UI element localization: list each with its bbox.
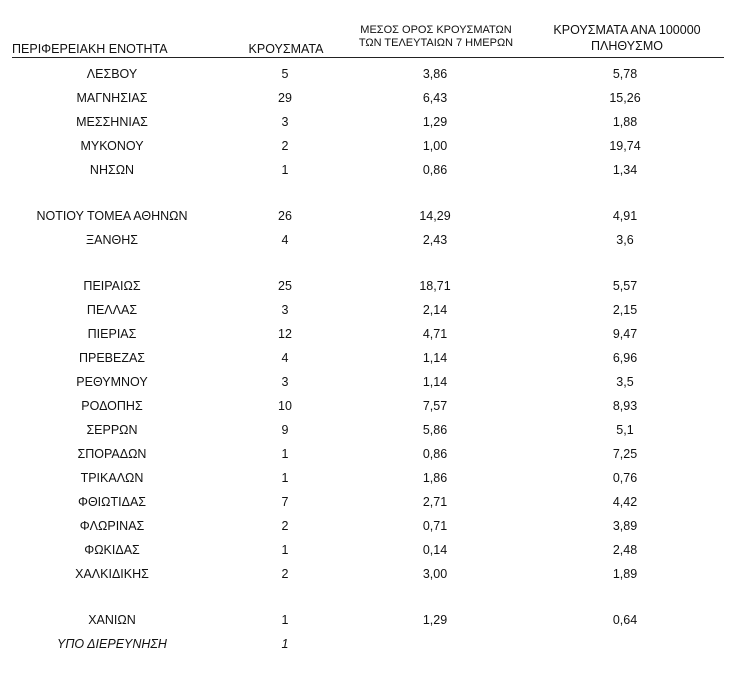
cell-avg-7-days: 18,71 bbox=[419, 279, 451, 293]
cell-avg-7-days: 5,86 bbox=[422, 423, 448, 437]
cell-avg-7-days: 1,14 bbox=[422, 375, 448, 389]
cell-per-100k: 19,74 bbox=[609, 139, 641, 153]
cell-per-100k: 9,47 bbox=[612, 327, 638, 341]
cell-region: ΜΥΚΟΝΟΥ bbox=[80, 139, 144, 153]
cell-region: ΠΡΕΒΕΖΑΣ bbox=[78, 351, 146, 365]
table-row bbox=[0, 420, 734, 440]
cell-region: ΛΕΣΒΟΥ bbox=[86, 67, 138, 81]
header-avg-7-days bbox=[346, 24, 526, 50]
cell-cases: 1 bbox=[281, 613, 289, 627]
table-row bbox=[0, 634, 734, 654]
cell-per-100k: 5,78 bbox=[612, 67, 638, 81]
cell-region: ΝΗΣΩΝ bbox=[89, 163, 135, 177]
table-row bbox=[0, 540, 734, 560]
table-row bbox=[0, 88, 734, 108]
cell-avg-7-days: 6,43 bbox=[422, 91, 448, 105]
header-cases: ΚΡΟΥΣΜΑΤΑ bbox=[248, 42, 324, 56]
cell-per-100k: 2,48 bbox=[612, 543, 638, 557]
table-row bbox=[0, 300, 734, 320]
cell-region: ΡΕΘΥΜΝΟΥ bbox=[76, 375, 148, 389]
cell-per-100k: 4,91 bbox=[612, 209, 638, 223]
cell-cases: 5 bbox=[281, 67, 289, 81]
cell-region: ΥΠΟ ΔΙΕΡΕΥΝΗΣΗ bbox=[57, 637, 167, 651]
cell-region: ΦΩΚΙΔΑΣ bbox=[84, 543, 140, 557]
cell-per-100k: 7,25 bbox=[612, 447, 638, 461]
cell-cases: 7 bbox=[281, 495, 289, 509]
cell-cases: 26 bbox=[278, 209, 292, 223]
header-avg-line1: ΜΕΣΟΣ ΟΡΟΣ ΚΡΟΥΣΜΑΤΩΝ bbox=[360, 24, 512, 36]
cell-per-100k: 3,89 bbox=[612, 519, 638, 533]
cell-per-100k: 1,88 bbox=[612, 115, 638, 129]
cell-avg-7-days: 7,57 bbox=[422, 399, 448, 413]
cell-avg-7-days: 1,29 bbox=[422, 115, 448, 129]
cell-cases: 1 bbox=[281, 471, 289, 485]
table-row bbox=[0, 372, 734, 392]
cell-region: ΤΡΙΚΑΛΩΝ bbox=[80, 471, 144, 485]
table-row bbox=[0, 348, 734, 368]
cell-avg-7-days: 2,14 bbox=[422, 303, 448, 317]
cell-cases: 1 bbox=[281, 543, 289, 557]
table-row bbox=[0, 396, 734, 416]
cell-region: ΠΙΕΡΙΑΣ bbox=[87, 327, 137, 341]
cell-avg-7-days: 1,29 bbox=[422, 613, 448, 627]
cell-avg-7-days: 0,86 bbox=[422, 163, 448, 177]
table-row bbox=[0, 564, 734, 584]
cell-cases: 12 bbox=[278, 327, 292, 341]
cell-per-100k: 5,1 bbox=[616, 423, 634, 437]
cell-avg-7-days: 4,71 bbox=[422, 327, 448, 341]
table-row bbox=[0, 324, 734, 344]
cell-cases: 1 bbox=[281, 447, 289, 461]
cell-cases: 3 bbox=[281, 375, 289, 389]
cell-avg-7-days: 14,29 bbox=[419, 209, 451, 223]
table-row bbox=[0, 136, 734, 156]
cell-region: ΜΑΓΝΗΣΙΑΣ bbox=[76, 91, 148, 105]
cell-cases: 3 bbox=[281, 115, 289, 129]
cell-avg-7-days: 3,86 bbox=[422, 67, 448, 81]
table-row bbox=[0, 468, 734, 488]
cell-per-100k: 5,57 bbox=[612, 279, 638, 293]
table-row bbox=[0, 492, 734, 512]
cell-region: ΣΠΟΡΑΔΩΝ bbox=[77, 447, 147, 461]
cell-region: ΝΟΤΙΟΥ ΤΟΜΕΑ ΑΘΗΝΩΝ bbox=[36, 209, 188, 223]
cell-region: ΧΑΛΚΙΔΙΚΗΣ bbox=[75, 567, 149, 581]
cell-avg-7-days: 2,71 bbox=[422, 495, 448, 509]
table-row bbox=[0, 64, 734, 84]
header-per-line1: ΚΡΟΥΣΜΑΤΑ ΑΝΑ 100000 bbox=[553, 23, 701, 37]
cell-cases: 2 bbox=[281, 139, 289, 153]
cell-per-100k: 0,64 bbox=[612, 613, 638, 627]
cell-per-100k: 4,42 bbox=[612, 495, 638, 509]
table-row bbox=[0, 516, 734, 536]
table-row bbox=[0, 610, 734, 630]
cell-per-100k: 0,76 bbox=[612, 471, 638, 485]
table-row bbox=[0, 160, 734, 180]
header-underline bbox=[12, 57, 724, 58]
table-row bbox=[0, 444, 734, 464]
cell-per-100k: 8,93 bbox=[612, 399, 638, 413]
cell-cases: 1 bbox=[281, 163, 289, 177]
cell-cases: 2 bbox=[281, 519, 289, 533]
cell-per-100k: 15,26 bbox=[609, 91, 641, 105]
cell-per-100k: 6,96 bbox=[612, 351, 638, 365]
cell-avg-7-days: 0,86 bbox=[422, 447, 448, 461]
cell-avg-7-days: 1,00 bbox=[422, 139, 448, 153]
table-row bbox=[0, 276, 734, 296]
cell-avg-7-days: 1,14 bbox=[422, 351, 448, 365]
table-row bbox=[0, 206, 734, 226]
cell-region: ΧΑΝΙΩΝ bbox=[88, 613, 136, 627]
cell-cases: 25 bbox=[278, 279, 292, 293]
cell-per-100k: 3,5 bbox=[616, 375, 634, 389]
cell-cases: 9 bbox=[281, 423, 289, 437]
cell-per-100k: 3,6 bbox=[616, 233, 634, 247]
cell-region: ΦΛΩΡΙΝΑΣ bbox=[79, 519, 145, 533]
cell-cases: 10 bbox=[278, 399, 292, 413]
cell-cases: 3 bbox=[281, 303, 289, 317]
header-region: ΠΕΡΙΦΕΡΕΙΑΚΗ ΕΝΟΤΗΤΑ bbox=[12, 42, 168, 56]
cell-avg-7-days: 0,14 bbox=[422, 543, 448, 557]
cell-cases: 4 bbox=[281, 351, 289, 365]
cell-cases: 4 bbox=[281, 233, 289, 247]
cell-region: ΠΕΛΛΑΣ bbox=[86, 303, 138, 317]
cell-per-100k: 1,89 bbox=[612, 567, 638, 581]
cell-region: ΦΘΙΩΤΙΔΑΣ bbox=[77, 495, 147, 509]
cell-cases: 2 bbox=[281, 567, 289, 581]
cell-avg-7-days: 0,71 bbox=[422, 519, 448, 533]
cell-avg-7-days: 2,43 bbox=[422, 233, 448, 247]
cell-per-100k: 2,15 bbox=[612, 303, 638, 317]
table-row bbox=[0, 230, 734, 250]
table-row bbox=[0, 112, 734, 132]
header-per-100k bbox=[532, 22, 722, 54]
cell-region: ΡΟΔΟΠΗΣ bbox=[81, 399, 143, 413]
cell-avg-7-days: 1,86 bbox=[422, 471, 448, 485]
cell-cases: 1 bbox=[281, 637, 289, 651]
cell-per-100k: 1,34 bbox=[612, 163, 638, 177]
cell-avg-7-days: 3,00 bbox=[422, 567, 448, 581]
cell-region: ΣΕΡΡΩΝ bbox=[86, 423, 138, 437]
cell-region: ΞΑΝΘΗΣ bbox=[86, 233, 138, 247]
cell-region: ΜΕΣΣΗΝΙΑΣ bbox=[76, 115, 148, 129]
cell-cases: 29 bbox=[278, 91, 292, 105]
header-per-line2: ΠΛΗΘΥΣΜΟ bbox=[591, 39, 663, 53]
header-avg-line2: ΤΩΝ ΤΕΛΕΥΤΑΙΩΝ 7 ΗΜΕΡΩΝ bbox=[358, 37, 514, 49]
cell-region: ΠΕΙΡΑΙΩΣ bbox=[83, 279, 141, 293]
